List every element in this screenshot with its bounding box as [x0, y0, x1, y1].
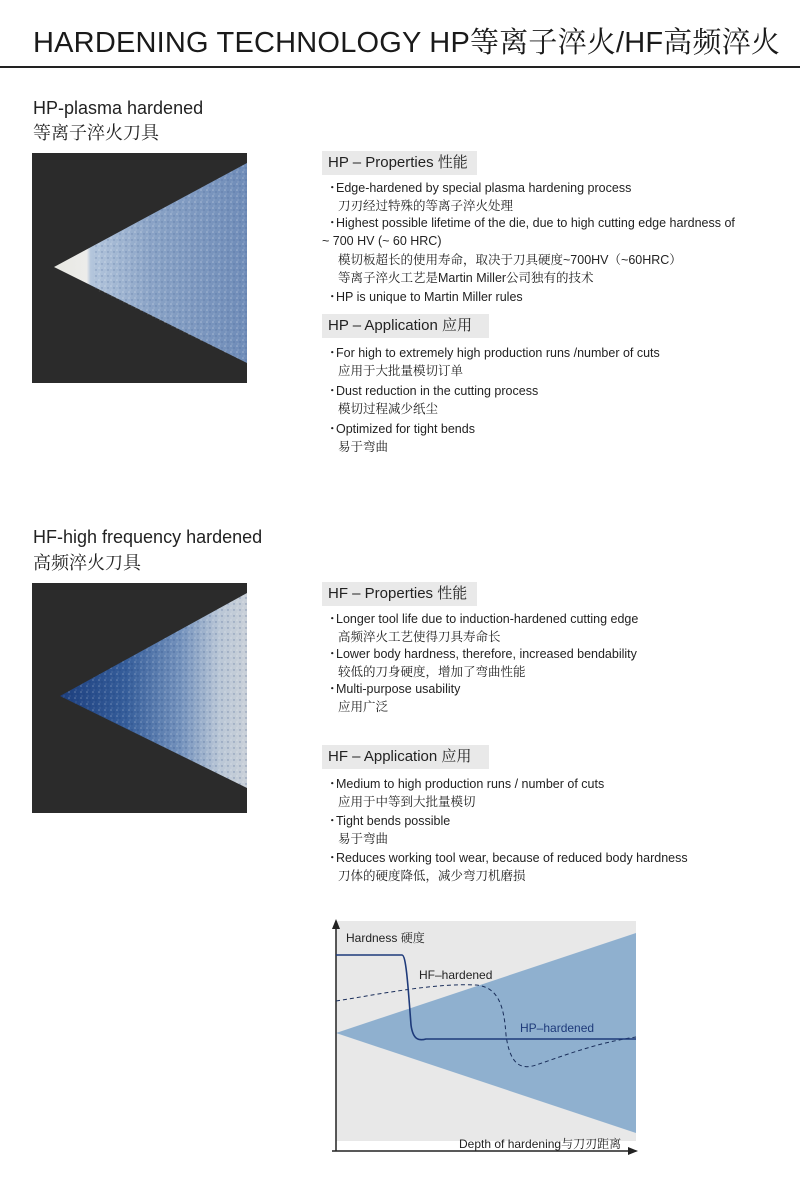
- hf-title-zh: 高频淬火刀具: [33, 553, 141, 573]
- hp-blade-image: [32, 153, 247, 383]
- list-item: ・ For high to extremely high production runs /number of cuts 应用于大批量模切订单: [328, 345, 788, 380]
- page-title: HARDENING TECHNOLOGY HP等离子淬火/HF高频淬火: [33, 27, 781, 59]
- hf-title-en: HF-high frequency hardened: [33, 527, 263, 547]
- list-item: ・ Lower body hardness, therefore, increased bendability 较低的刀身硬度，增加了弯曲性能: [328, 646, 788, 681]
- x-axis-arrow: [628, 1147, 638, 1155]
- hf-application-list: [328, 776, 788, 885]
- list-item: ・ Longer tool life due to induction-hardened cutting edge 高频淬火工艺使得刀具寿命长: [328, 611, 788, 646]
- hp-application-heading: HP – Application 应用: [322, 314, 489, 338]
- hp-properties-heading: HP – Properties 性能: [322, 151, 477, 175]
- list-item: ・ HP is unique to Martin Miller rules: [328, 289, 788, 306]
- x-axis-label: Depth of hardening与刀刃距离: [459, 1137, 622, 1151]
- hp-title-zh: 等离子淬火刀具: [33, 123, 159, 143]
- list-item: ・ Edge-hardened by special plasma hardening process 刀刃经过特殊的等离子淬火处理: [328, 180, 788, 215]
- hf-properties-heading: HF – Properties 性能: [322, 582, 477, 606]
- list-item: ・ Dust reduction in the cutting process 模切过程减少纸尘: [328, 383, 788, 418]
- hp-application-list: [328, 345, 788, 456]
- list-item: ・ Reduces working tool wear, because of reduced body hardness 刀体的硬度降低，减少弯刀机磨损: [328, 850, 788, 885]
- hf-blade-image: [32, 583, 247, 813]
- hp-series-label: HP–hardened: [520, 1021, 595, 1035]
- list-item: ・ Multi-purpose usability 应用广泛: [328, 681, 788, 716]
- hf-properties-list: [328, 611, 788, 716]
- hp-title-en: HP-plasma hardened: [33, 98, 204, 118]
- list-item: ・ Medium to high production runs / number of cuts 应用于中等到大批量模切: [328, 776, 788, 811]
- list-item: ・ Tight bends possible 易于弯曲: [328, 813, 788, 848]
- list-item: ・ Highest possible lifetime of the die, due to high cutting edge hardness of ~ 700 HV (~ 60 HRC) 模切板超长的使用寿命，取决于刀具硬度~700HV（~60HRC） 等离子淬火工艺是Martin Miller公司独有的技术: [328, 215, 788, 287]
- hardness-chart: [326, 915, 646, 1165]
- hf-application-heading: HF – Application 应用: [322, 745, 489, 769]
- hp-properties-list: [322, 180, 788, 306]
- page-header: [0, 0, 800, 68]
- y-axis-label: Hardness 硬度: [346, 931, 425, 945]
- list-item: ・ Optimized for tight bends 易于弯曲: [328, 421, 788, 456]
- hf-series-label: HF–hardened: [419, 968, 493, 982]
